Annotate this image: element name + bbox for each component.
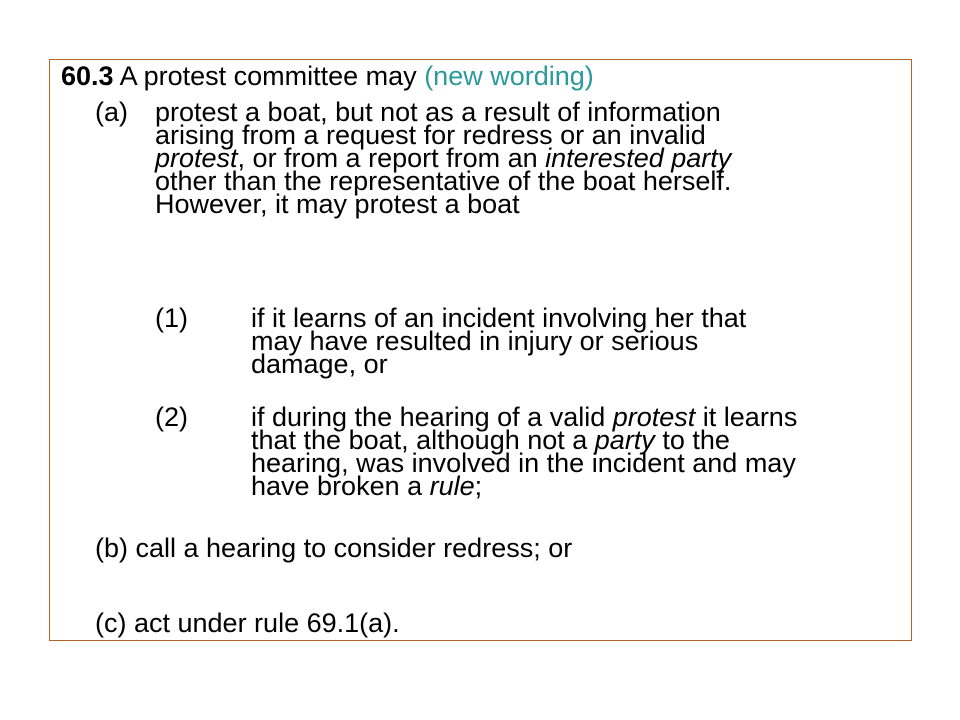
rule-number: 60.3 (61, 61, 114, 91)
item-c: (c) act under rule 69.1(a). (95, 608, 400, 638)
item-a-label: (a) (95, 97, 128, 127)
item-a-line: However, it may protest a boat (155, 189, 520, 219)
item-b: (b) call a hearing to consider redress; or (95, 533, 573, 563)
rule-heading (61, 61, 594, 91)
item-a-line: arising from a request for redress or an invalid (155, 120, 706, 150)
item-1-text (251, 303, 747, 379)
defined-term: interested party (545, 143, 732, 173)
item-a-line: protest a boat, but not as a result of information (155, 97, 721, 127)
item-2-line: hearing, was involved in the incident and may (251, 448, 796, 478)
defined-term: party (594, 425, 655, 455)
item-2-line: that the boat, although not a party to the (251, 425, 730, 455)
item-2-line: have broken a rule; (251, 471, 483, 501)
item-a-line: protest, or from a report from an interested party (155, 143, 732, 173)
item-1-label: (1) (155, 303, 188, 333)
item-1-line: damage, or (251, 349, 388, 379)
item-2-text (251, 402, 798, 501)
defined-term: protest (155, 143, 238, 173)
new-wording-note: (new wording) (424, 61, 594, 91)
item-a-text (155, 97, 732, 219)
rule-intro: A protest committee may (113, 61, 425, 91)
item-1-line: may have resulted in injury or serious (251, 326, 699, 356)
defined-term: protest (612, 402, 696, 432)
item-2-line: if during the hearing of a valid protest it learns (251, 402, 798, 432)
defined-term: rule (429, 471, 475, 501)
item-a-line: other than the representative of the boat herself. (155, 166, 732, 196)
item-1-line: if it learns of an incident involving her that (251, 303, 747, 333)
item-2-label: (2) (155, 402, 188, 432)
